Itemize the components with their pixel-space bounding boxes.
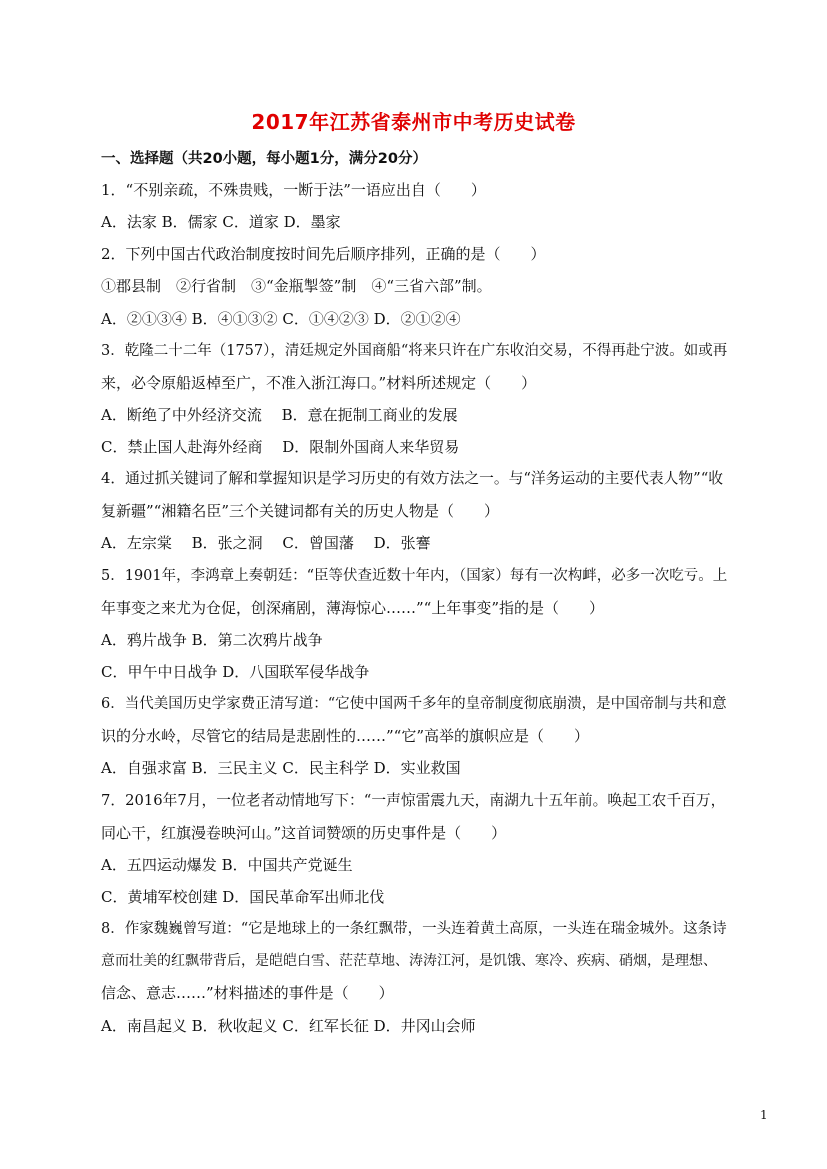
line-q1: 1．“不别亲疏，不殊贵贱，一断于法”一语应出自（ ） (101, 181, 486, 199)
line-q5-options-2: C．甲午中日战争 D．八国联军侵华战争 (101, 663, 370, 681)
line-q8-b: 意而壮美的红飘带背后，是皑皑白雪、茫茫草地、涛涛江河，是饥饿、寒冷、疾病、硝烟，是理想、 (101, 953, 717, 969)
line-q3-options-2: C．禁止国人赴海外经商 D．限制外国商人来华贸易 (101, 438, 460, 456)
line-q4-b: 复新疆”“湘籍名臣”三个关键词都有关的历史人物是（ ） (101, 502, 500, 520)
section-heading: 一、选择题（共20小题，每小题1分，满分20分） (101, 151, 427, 167)
line-q7-options-2: C．黄埔军校创建 D．国民革命军出师北伐 (101, 888, 385, 906)
page-title: 2017年江苏省泰州市中考历史试卷 (251, 110, 576, 134)
line-q2: 2．下列中国古代政治制度按时间先后顺序排列，正确的是（ ） (101, 245, 546, 263)
line-q7-options-1: A．五四运动爆发 B．中国共产党诞生 (101, 856, 353, 874)
line-q5-a: 5．1901年，李鸿章上奏朝廷：“臣等伏查近数十年内，（国家）每有一次构衅，必多一次吃亏。上 (101, 568, 728, 584)
page-number: 1 (760, 1108, 768, 1122)
line-q3-b: 来，必令原船返棹至广，不准入浙江海口。”材料所述规定（ ） (101, 374, 537, 392)
line-q5-b: 年事变之来尤为仓促，创深痛剧，薄海惊心……”“上年事变”指的是（ ） (101, 599, 605, 617)
line-q3-a: 3．乾隆二十二年（1757），清廷规定外国商船“将来只许在广东收泊交易，不得再赴宁波。如或再 (101, 343, 728, 359)
line-q2-options: A．②①③④ B．④①③② C．①④②③ D．②①②④ (101, 310, 461, 328)
line-q6-b: 识的分水岭，尽管它的结局是悲剧性的……”“它”高举的旗帜应是（ ） (101, 727, 590, 745)
line-q8-c: 信念、意志……”材料描述的事件是（ ） (101, 984, 394, 1002)
line-q8-options: A．南昌起义 B．秋收起义 C．红军长征 D．井冈山会师 (101, 1017, 476, 1035)
line-q8-a: 8．作家魏巍曾写道：“它是地球上的一条红飘带，一头连着黄土高原，一头连在瑞金城外。这条诗 (101, 921, 727, 937)
line-q7-b: 同心干，红旗漫卷映河山。”这首词赞颂的历史事件是（ ） (101, 824, 507, 842)
line-q3-options-1: A．断绝了中外经济交流 B．意在扼制工商业的发展 (101, 406, 458, 424)
line-q4-a: 4．通过抓关键词了解和掌握知识是学习历史的有效方法之一。与“洋务运动的主要代表人物”“收 (101, 470, 724, 487)
line-q5-options-1: A．鸦片战争 B．第二次鸦片战争 (101, 631, 323, 649)
line-q2-items: ①郡县制 ②行省制 ③“金瓶掣签”制 ④“三省六部”制。 (101, 277, 492, 295)
line-q6-a: 6．当代美国历史学家费正清写道：“它使中国两千多年的皇帝制度彻底崩溃，是中国帝制与共和意 (101, 696, 727, 712)
line-q1-options: A．法家 B．儒家 C．道家 D．墨家 (101, 213, 341, 231)
line-q6-options: A．自强求富 B．三民主义 C．民主科学 D．实业救国 (101, 759, 461, 777)
line-q7-a: 7．2016年7月，一位老者动情地写下：“一声惊雷震九天，南湖九十五年前。唤起工农千百万， (101, 792, 726, 809)
line-q4-options: A．左宗棠 B．张之洞 C．曾国藩 D．张謇 (101, 534, 431, 552)
